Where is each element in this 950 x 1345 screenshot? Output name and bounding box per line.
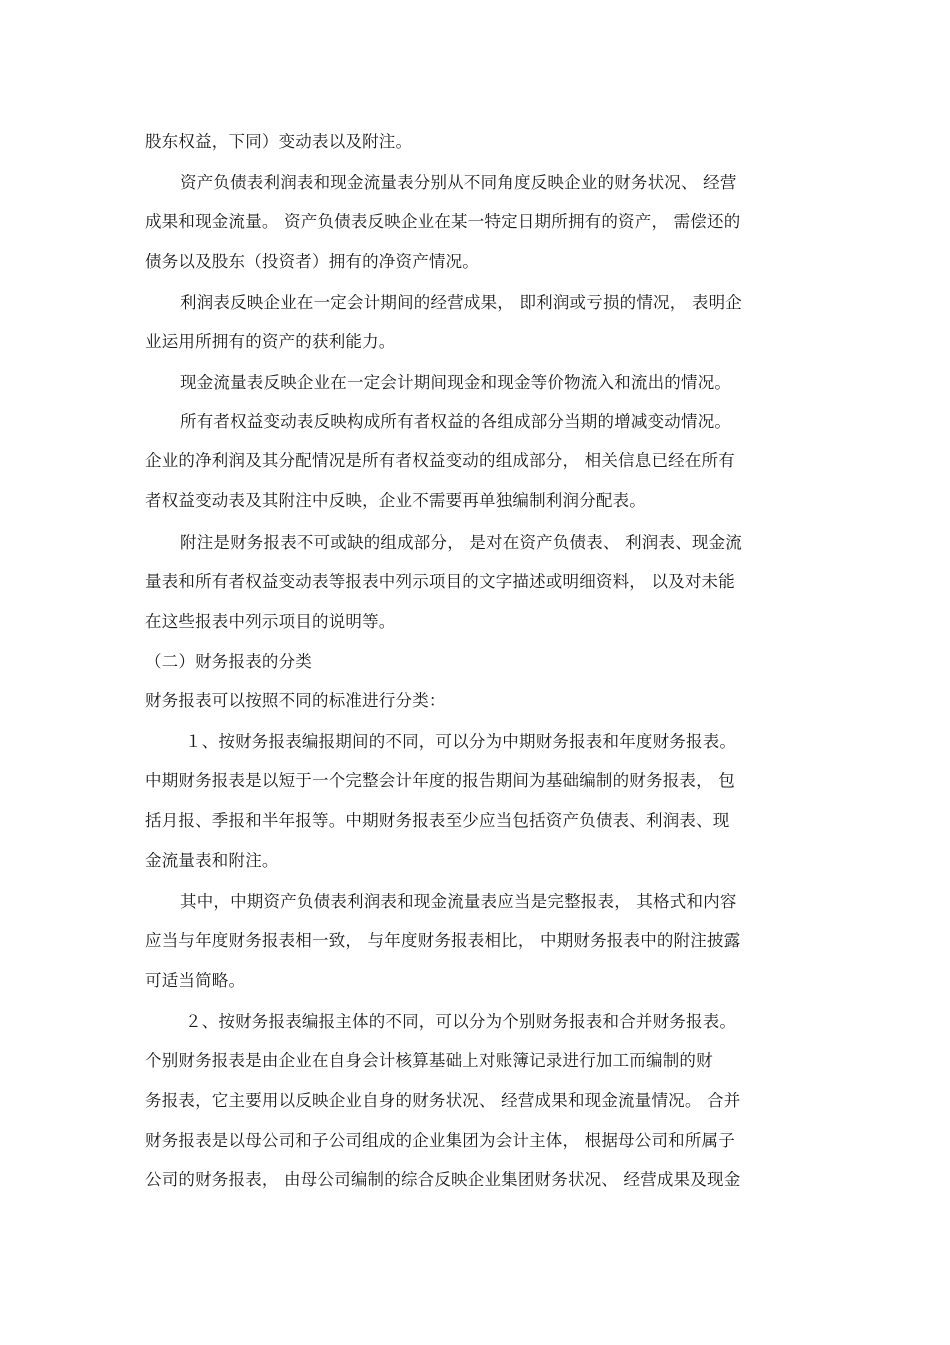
text-line: 企业的净利润及其分配情况是所有者权益变动的组成部分， 相关信息已经在所有 [145,451,735,470]
text-line: 股东权益，下同）变动表以及附注。 [145,132,413,151]
text-line: 财务报表是以母公司和子公司组成的企业集团为会计主体， 根据母公司和所属子 [145,1131,735,1150]
text-line: 可适当简略。 [145,971,246,990]
text-line: 其中，中期资产负债表利润表和现金流量表应当是完整报表， 其格式和内容 [180,892,737,911]
text-line: ２、按财务报表编报主体的不同，可以分为个别财务报表和合并财务报表。 [185,1012,737,1031]
text-line: １、按财务报表编报期间的不同，可以分为中期财务报表和年度财务报表。 [185,732,737,751]
text-line: 业运用所拥有的资产的获利能力。 [145,332,396,351]
text-line: 资产负债表利润表和现金流量表分别从不同角度反映企业的财务状况、 经营 [180,173,737,192]
text-line: 中期财务报表是以短于一个完整会计年度的报告期间为基础编制的财务报表， 包 [145,771,735,790]
text-line: 公司的财务报表， 由母公司编制的综合反映企业集团财务状况、 经营成果及现金 [145,1170,741,1189]
text-line: 金流量表和附注。 [145,851,279,870]
text-line: 应当与年度财务报表相一致， 与年度财务报表相比， 中期财务报表中的附注披露 [145,931,741,950]
text-line: 财务报表可以按照不同的标准进行分类： [145,691,446,710]
text-line: 在这些报表中列示项目的说明等。 [145,612,396,631]
text-line: 务报表，它主要用以反映企业自身的财务状况、 经营成果和现金流量情况。 合并 [145,1091,741,1110]
text-line: 者权益变动表及其附注中反映，企业不需要再单独编制利润分配表。 [145,491,646,510]
text-line: 所有者权益变动表反映构成所有者权益的各组成部分当期的增减变动情况。 [180,412,732,431]
text-line: 量表和所有者权益变动表等报表中列示项目的文字描述或明细资料， 以及对未能 [145,572,735,591]
text-line: 括月报、季报和半年报等。中期财务报表至少应当包括资产负债表、利润表、现 [145,811,730,830]
text-line: 附注是财务报表不可或缺的组成部分， 是对在资产负债表、 利润表、现金流 [180,533,742,552]
text-line: 个别财务报表是由企业在自身会计核算基础上对账簿记录进行加工而编制的财 [145,1051,713,1070]
text-line: 成果和现金流量。 资产负债表反映企业在某一特定日期所拥有的资产， 需偿还的 [145,212,741,231]
text-line: 债务以及股东（投资者）拥有的净资产情况。 [145,252,479,271]
text-line: 利润表反映企业在一定会计期间的经营成果， 即利润或亏损的情况， 表明企 [180,293,742,312]
text-line: 现金流量表反映企业在一定会计期间现金和现金等价物流入和流出的情况。 [180,373,732,392]
section-heading: （二）财务报表的分类 [145,652,312,671]
